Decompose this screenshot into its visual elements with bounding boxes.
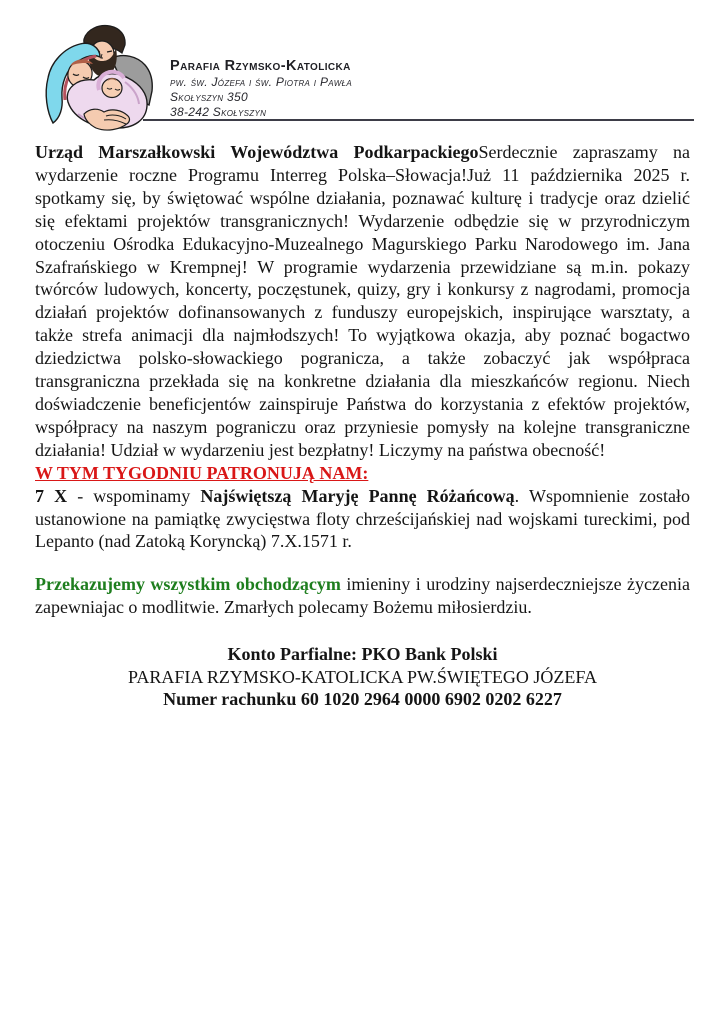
patron-date: 7 X — [35, 485, 68, 506]
holy-family-icon — [44, 24, 158, 133]
wishes-text: imieniny i urodziny najserdeczniejsze życzenia zapewniajac o modlitwie. Zmarłych polecamy Bożemu miłosierdziu. — [35, 574, 690, 618]
wishes-green-lead: Przekazujemy wszystkim obchodzącym — [35, 574, 341, 595]
letterhead-text — [170, 24, 352, 119]
bank-account-title: Konto Parfialne: PKO Bank Polski — [227, 644, 498, 665]
announcement-text: Serdecznie zapraszamy na wydarzenie roczne Programu Interreg Polska–Słowacja!Już 11 października 2025 r. spotkamy się, by świętować wspólne działania, poznawać kulturę i tradycje oraz dzielić się efektami projektów transgranicznych! Wydarzenie odbędzie się w przyrodniczym otoczeniu Ośrodka Edukacyjno-Muzealnego Magurskiego Parku Narodowego im. Jana Szafrańskiego w Krempnej! W programie wydarzenia przewidziane są m.in. pokazy twórców ludowych, koncerty, poczęstunek, quizy, gry i konkursy z nagrodami, promocja działań projektów dofinansowanych z funduszy europejskich, inspirujące warsztaty, a także strefa animacji dla najmłodszych! To wyjątkowa okazja, aby poznać bogactwo dziedzictwa polsko-słowackiego pogranicza, a także zobaczyć jak współpraca transgraniczna przekłada się na konkretne działania dla mieszkańców regionu. Niech doświadczenie beneficjentów zainspiruje Państwa do korzystania z efektów projektów, współpracy na naszym pograniczu oraz przyniesie pomysły na kolejne transgraniczne działania! Udział w wydarzeniu jest bezpłatny! Liczymy na państwa obecność! — [35, 142, 691, 460]
patron-memorial-name: Najświętszą Maryję Pannę Różańcową — [200, 485, 515, 506]
document-body — [35, 141, 690, 710]
parish-patrons: pw. św. Józefa i św. Piotra i Pawła — [170, 75, 352, 89]
bank-info — [35, 643, 690, 710]
bank-parish-name: PARAFIA RZYMSKO-KATOLICKA PW.ŚWIĘTEGO JÓZEFA — [127, 666, 598, 687]
patrons-heading: W TYM TYGODNIU PATRONUJĄ NAM: — [35, 462, 369, 483]
patron-paragraph — [35, 485, 690, 554]
parish-address-line2: 38-242 Skołyszyn — [170, 104, 267, 119]
wishes-paragraph — [35, 573, 690, 619]
bank-account-number: Numer rachunku 60 1020 2964 0000 6902 0202 6227 — [163, 688, 562, 709]
letterhead — [44, 24, 352, 133]
patron-text-2: . Wspomnienie zostało ustanowione na pamiątkę zwycięstwa floty chrześcijańskiej nad wojskami tureckimi, pod Lepanto (nad Zatoką Koryncką) 7.X.1571 r. — [35, 485, 691, 552]
parish-address-line1: Skołyszyn 350 — [170, 89, 248, 104]
announcement-bold-lead: Urząd Marszałkowski Województwa Podkarpackiego — [35, 142, 479, 162]
patron-text-1: - wspominamy — [67, 485, 201, 506]
letterhead-divider — [143, 119, 694, 121]
parish-name: Parafia Rzymsko-Katolicka — [170, 58, 351, 74]
announcement-paragraph — [35, 141, 690, 462]
